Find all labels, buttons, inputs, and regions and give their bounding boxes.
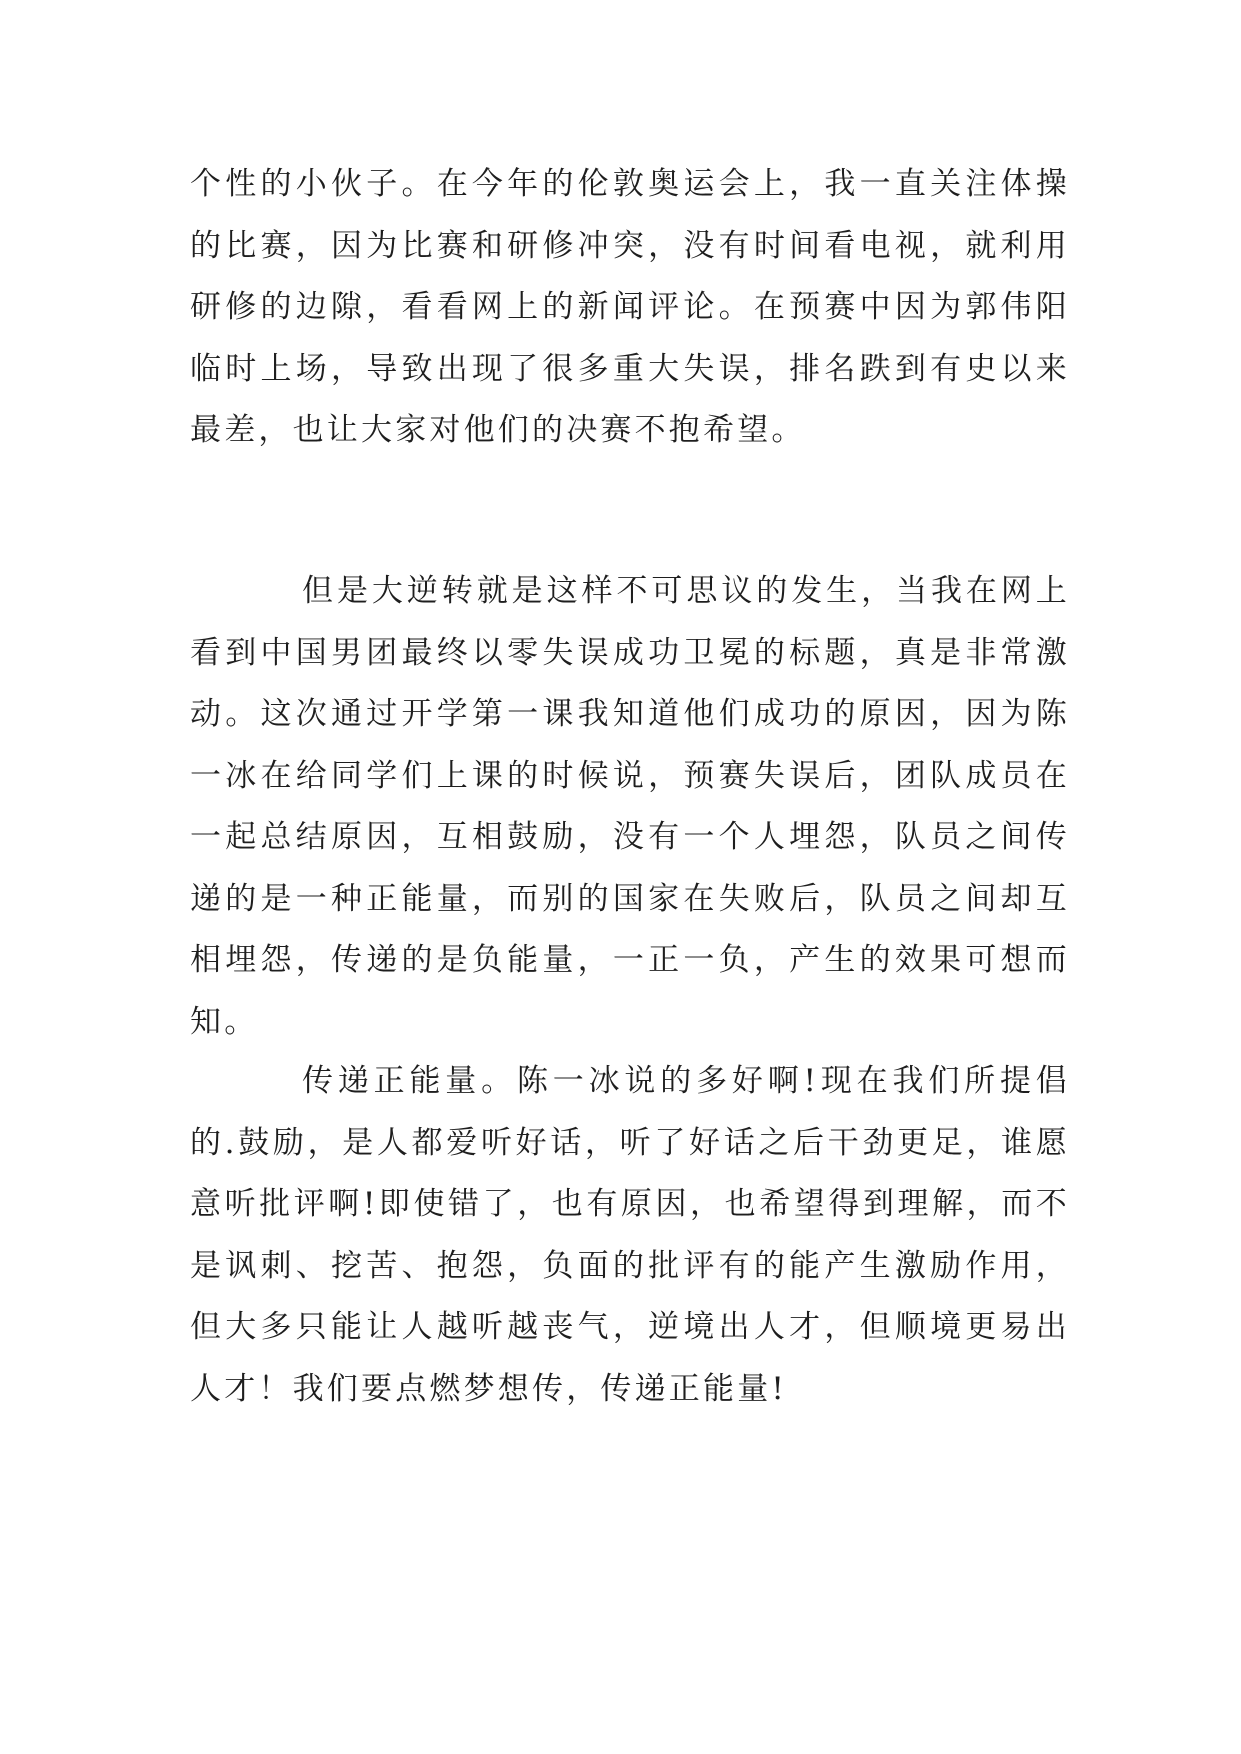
paragraph-3: 传递正能量。陈一冰说的多好啊!现在我们所提倡的.鼓励，是人都爱听好话，听了好话之后干劲更足，谁愿意听批评啊!即使错了，也有原因，也希望得到理解，而不是讽刺、挖苦、抱怨，负面的批评有的能产生激励作用，但大多只能让人越听越丧气，逆境出人才，但顺境更易出人才！我们要点燃梦想传，传递正能量! — [190, 1063, 1070, 1407]
paragraph-2: 但是大逆转就是这样不可思议的发生，当我在网上看到中国男团最终以零失误成功卫冕的标题，真是非常激动。这次通过开学第一课我知道他们成功的原因，因为陈一冰在给同学们上课的时候说，预赛失误后，团队成员在一起总结原因，互相鼓励，没有一个人埋怨，队员之间传递的是一种正能量，而别的国家在失败后，队员之间却互相埋怨，传递的是负能量，一正一负，产生的效果可想而知。 — [190, 573, 1070, 1040]
paragraph-1: 个性的小伙子。在今年的伦敦奥运会上，我一直关注体操的比赛，因为比赛和研修冲突，没有时间看电视，就利用研修的边隙，看看网上的新闻评论。在预赛中因为郭伟阳临时上场，导致出现了很多重大失误，排名跌到有史以来最差，也让大家对他们的决赛不抱希望。 — [190, 166, 1070, 448]
